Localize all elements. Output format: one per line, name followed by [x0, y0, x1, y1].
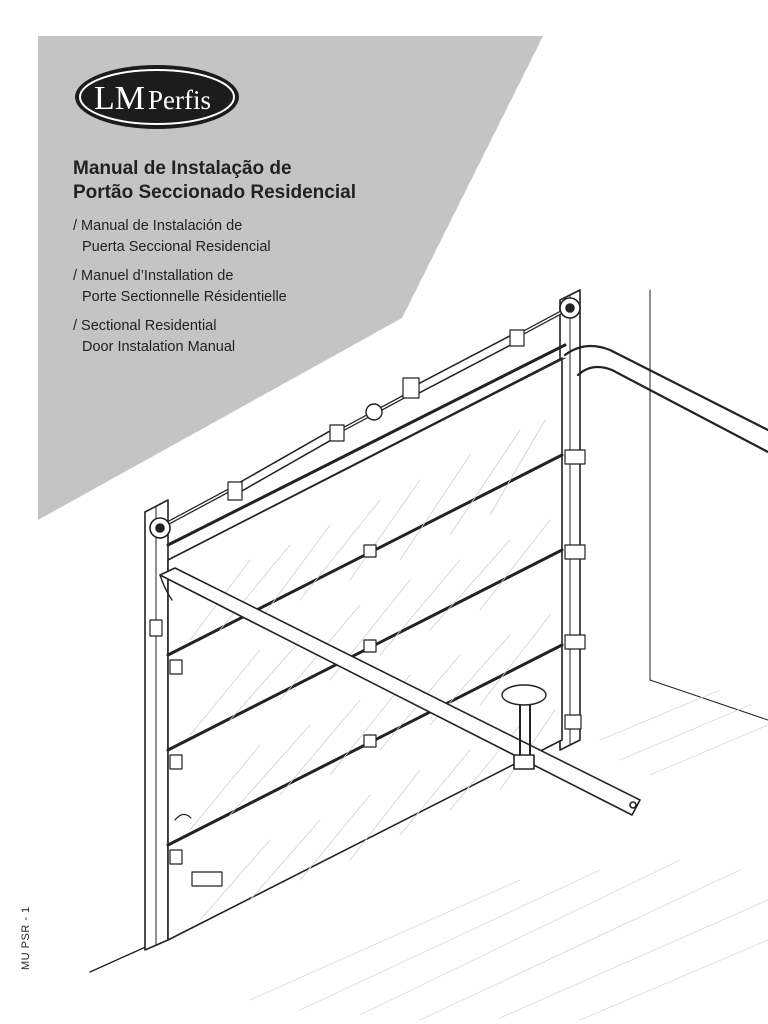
subtitle-fr-line-1: / Manuel d’Installation de [73, 268, 234, 284]
title-line-2: Portão Seccionado Residencial [73, 182, 356, 203]
subtitle-en-line-2: Door Instalation Manual [82, 339, 236, 355]
logo-lm-text: LM [94, 80, 145, 117]
logo-perfis-text: Perfis [148, 85, 211, 115]
title-line-1: Manual de Instalação de [73, 158, 292, 179]
document-code: MU PSR - 1 [20, 906, 32, 970]
subtitle-es-line-1: / Manual de Instalación de [73, 218, 243, 234]
subtitle-fr-line-2: Porte Sectionnelle Résidentielle [82, 289, 287, 305]
subtitle-en-line-1: / Sectional Residential [73, 318, 217, 334]
subtitle-es-line-2: Puerta Seccional Residencial [82, 239, 271, 255]
